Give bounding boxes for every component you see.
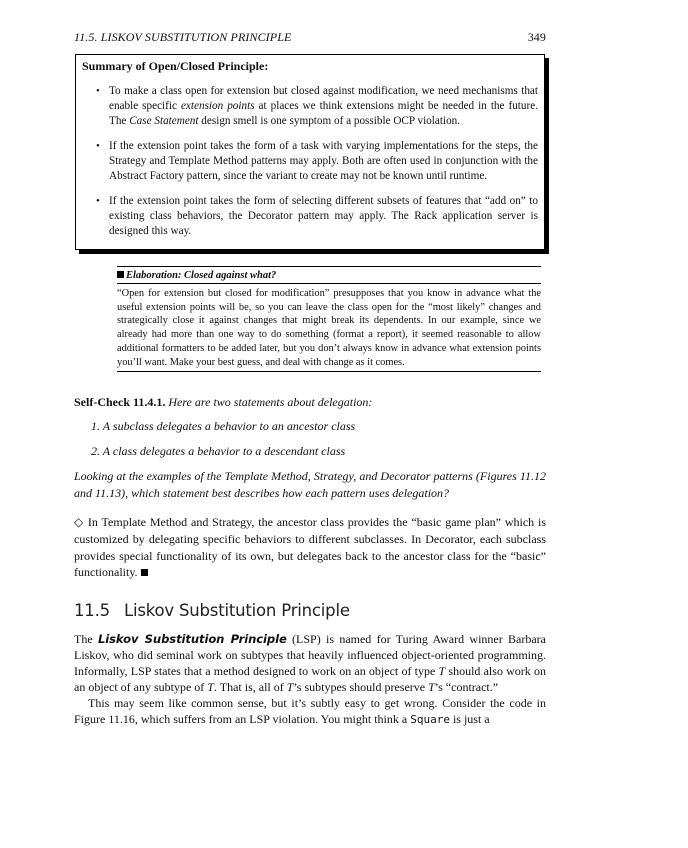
- end-of-answer-icon: [141, 569, 148, 576]
- summary-bullet: • If the extension point takes the form of selecting different subsets of features that “add on” to existing class behaviors, the Decorator pattern may apply. The Rack application server is designed this way.: [96, 195, 538, 237]
- self-check-label: Self-Check 11.4.1.: [74, 395, 166, 410]
- emphasis: Case Statement: [129, 115, 199, 127]
- bullet-icon: •: [96, 85, 100, 97]
- self-check-answer: ◇ In Template Method and Strategy, the ancestor class provides the “basic game plan” which is customized by delegating specific behaviors to different subclasses. In Decorator, each subclass provides special functionality of its own, but delegates back to the ancestor class for the “basic” functionality.: [74, 515, 547, 580]
- elaboration-header: [117, 266, 541, 281]
- bullet-icon: •: [96, 195, 100, 207]
- summary-box: [75, 54, 545, 250]
- elaboration-body: “Open for extension but closed for modification” presupposes that you know in advance what the useful extension points will be, so you can leave the class open for the “most likely” changes and strategically close it against changes that might break its dependents. In our example, since we already had more than one way to do something (format a report), it seemed reasonable to allow additional formatters to be added later, but you don’t always know in advance what extension points you’ll want. Make your best guess, and deal with change as it comes.: [117, 283, 541, 372]
- type-variable: T: [286, 679, 294, 694]
- bullet-icon: •: [96, 140, 100, 152]
- running-head-title: 11.5. LISKOV SUBSTITUTION PRINCIPLE: [74, 30, 292, 44]
- self-check-prompt: Here are two statements about delegation:: [168, 395, 373, 410]
- summary-bullet: • If the extension point takes the form of a task with varying implementations for the steps, the Strategy and Template Method patterns may apply. Both are often used in conjunction with the Abstract Factory pattern, since the variant to create may not be known until runtime.: [96, 140, 538, 182]
- page-number: 349: [527, 30, 546, 44]
- elaboration-title: Elaboration: Closed against what?: [126, 270, 277, 281]
- defined-term: Liskov Substitution Principle: [97, 632, 287, 647]
- section-heading: [74, 601, 546, 620]
- type-variable: T: [207, 679, 214, 694]
- summary-list: [82, 84, 538, 239]
- elaboration-box: [117, 266, 541, 372]
- summary-bullet: • To make a class open for extension but closed against modification, we need mechanisms that enable specific extension points at places we think extensions might be needed in the future. The Case Statement design smell is one symptom of a possible OCP violation.: [96, 85, 538, 127]
- code-identifier: Square: [410, 712, 450, 726]
- list-item: 1. A subclass delegates a behavior to an ancestor class: [91, 419, 356, 434]
- list-item: 2. A class delegates a behavior to a descendant class: [91, 444, 346, 459]
- diamond-icon: ◇: [74, 515, 85, 530]
- section-title: Liskov Substitution Principle: [123, 601, 350, 621]
- section-number: 11.5: [74, 601, 110, 621]
- type-variable: T: [428, 679, 435, 694]
- body-paragraph: The Liskov Substitution Principle (LSP) is named for Turing Award winner Barbara Liskov, who did seminal work on subtypes that heavily influenced object-oriented programming. Informally, LSP states that a method designed to work on an object of type T should also work on an object of any subtype of T. That is, all of T’s subtypes should preserve T’s “contract.”: [74, 632, 547, 694]
- self-check-list: [74, 418, 546, 459]
- book-page: [74, 30, 546, 727]
- summary-title: Summary of Open/Closed Principle:: [82, 59, 269, 73]
- running-head: [74, 30, 546, 45]
- emphasis: extension points: [180, 100, 255, 112]
- square-icon: [117, 271, 124, 278]
- self-check-question: Looking at the examples of the Template Method, Strategy, and Decorator patterns (Figures 11.12 and 11.13), which statement best describes how each pattern uses delegation?: [74, 469, 546, 501]
- body-paragraph: This may seem like common sense, but it’s subtly easy to get wrong. Consider the code in Figure 11.16, which suffers from an LSP violation. You might think a Square is just a: [74, 695, 546, 726]
- type-variable: T: [438, 663, 446, 678]
- self-check-heading: [74, 394, 546, 410]
